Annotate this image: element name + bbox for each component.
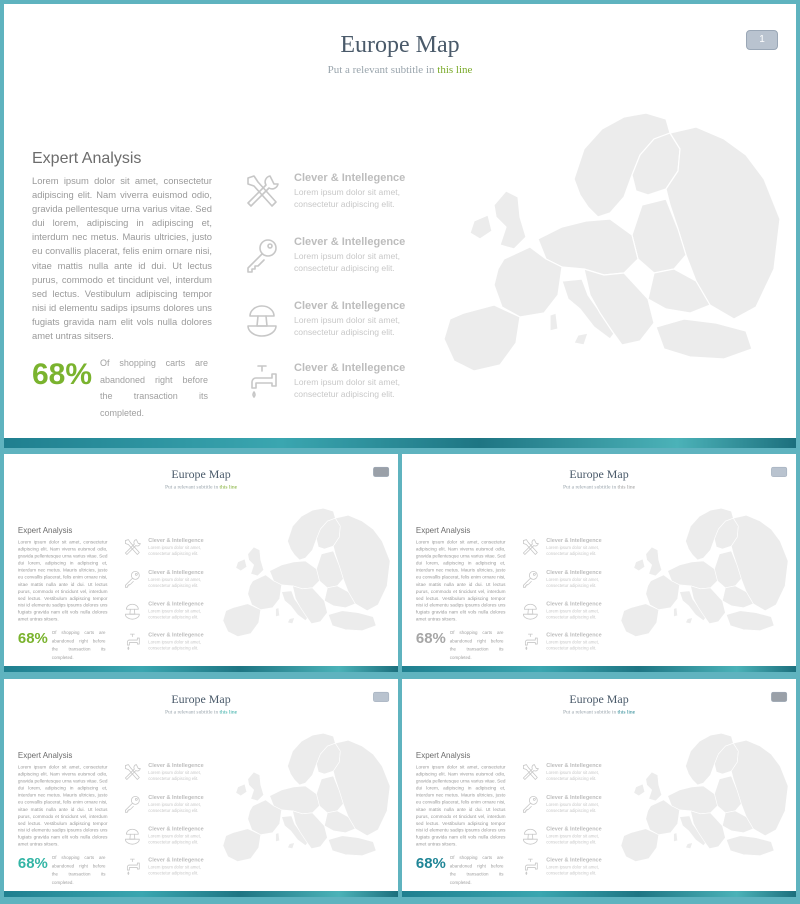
slide-subtitle — [402, 484, 796, 490]
feature-item — [242, 236, 422, 284]
feature-heading: Clever & Intellegence — [294, 362, 406, 374]
slide-title: Europe Map — [569, 467, 629, 481]
feature-heading: Clever & Intellegence — [148, 569, 204, 576]
feature-item — [520, 632, 610, 656]
feature-text: Lorem ipsum dolor sit amet, consectetur adipiscing elit. — [148, 770, 202, 781]
slide-title: Europe Map — [171, 467, 231, 481]
feature-text: Lorem ipsum dolor sit amet, consectetur adipiscing elit. — [148, 608, 202, 620]
mushroom-icon — [122, 826, 142, 846]
feature-heading: Clever & Intellegence — [294, 236, 406, 248]
key-icon — [242, 236, 282, 276]
page-number-badge[interactable]: 5 — [771, 692, 787, 702]
slide-title: Europe Map — [171, 692, 231, 706]
mushroom-icon — [520, 601, 540, 621]
faucet-icon — [242, 362, 282, 402]
feature-item — [122, 763, 212, 787]
key-icon — [520, 569, 540, 589]
europe-map — [218, 731, 392, 868]
subtitle-highlight: this line — [219, 483, 238, 490]
stat-description: Of shopping carts are abandoned right before the transaction its completed. — [449, 630, 504, 660]
feature-item — [520, 794, 610, 818]
feature-heading: Clever & Intellegence — [148, 857, 204, 864]
stat-description: Of shopping carts are abandoned right before the transaction its completed. — [100, 358, 208, 418]
feature-item — [122, 601, 212, 625]
slide-subtitle — [4, 484, 398, 490]
subtitle-text: Put a relevant subtitle in — [562, 483, 617, 490]
mushroom-icon — [242, 300, 282, 340]
feature-item — [242, 300, 422, 348]
slide-content — [4, 4, 796, 444]
europe-map — [616, 731, 790, 868]
stat-value: 68% — [17, 855, 48, 872]
feature-text: Lorem ipsum dolor sit amet, consectetur adipiscing elit. — [546, 770, 600, 781]
europe-map — [218, 506, 392, 643]
stat-description: Of shopping carts are abandoned right before the transaction its completed. — [51, 855, 106, 885]
feature-text: Lorem ipsum dolor sit amet, consectetur adipiscing elit. — [546, 864, 600, 876]
feature-heading: Clever & Intellegence — [546, 794, 602, 801]
page-number-badge[interactable]: 4 — [373, 692, 389, 702]
page-number-badge[interactable]: 1 — [746, 30, 778, 50]
slide-thumbnail-3[interactable] — [402, 454, 796, 672]
tools-icon — [520, 763, 540, 783]
slide-subtitle — [402, 709, 796, 715]
page-number-badge[interactable]: 3 — [771, 467, 787, 477]
feature-text: Lorem ipsum dolor sit amet, consectetur adipiscing elit. — [294, 315, 401, 337]
slide-bottom-band — [4, 666, 398, 672]
feature-heading: Clever & Intellegence — [546, 569, 602, 576]
body-text: Lorem ipsum dolor sit amet, consectetur adipiscing elit. Nam viverra euismod odio, gravida pellentesque urna varius vitae. Sed dui lorem, adipiscing in adipiscing et, interdum nec metus. Mauris ultricies, justo eu convallis placerat, felis enim ornare nisi, vitae mattis nulla ante id dui. Ut lectus purus, commodo et tincidunt vel, interdum sed lectus. Vestibulum adipiscing tempor nisi id elementu sadips ipsums dolores uns fugiats gravida nam elit vols nulla dolores amet untras sitsers. — [415, 764, 506, 847]
feature-text: Lorem ipsum dolor sit amet, consectetur adipiscing elit. — [148, 801, 202, 813]
stat-value: 68% — [415, 855, 446, 872]
feature-heading: Clever & Intellegence — [546, 857, 602, 864]
key-icon — [122, 794, 142, 814]
feature-item — [520, 826, 610, 850]
faucet-icon — [122, 857, 142, 877]
slide-bottom-band — [4, 438, 796, 448]
key-icon — [520, 794, 540, 814]
feature-heading: Clever & Intellegence — [148, 601, 204, 608]
subtitle-text: Put a relevant subtitle in — [327, 64, 435, 76]
feature-item — [520, 763, 610, 787]
body-text: Lorem ipsum dolor sit amet, consectetur adipiscing elit. Nam viverra euismod odio, gravida pellentesque urna varius vitae. Sed dui lorem, adipiscing in adipiscing et, interdum nec metus. Mauris ultricies, justo eu convallis placerat, felis enim ornare nisi, vitae mattis nulla ante id dui. Ut lectus purus, commodo et tincidunt vel, interdum sed lectus. Vestibulum adipiscing tempor nisi id elementu sadips ipsums dolores uns fugiats gravida nam elit vols nulla dolores amet untras sitsers. — [17, 539, 108, 622]
stat-description: Of shopping carts are abandoned right before the transaction its completed. — [51, 630, 106, 660]
mushroom-icon — [520, 826, 540, 846]
subtitle-highlight: this line — [617, 708, 636, 715]
feature-text: Lorem ipsum dolor sit amet, consectetur adipiscing elit. — [294, 377, 401, 399]
feature-text: Lorem ipsum dolor sit amet, consectetur adipiscing elit. — [148, 639, 202, 651]
subtitle-highlight: this line — [219, 708, 238, 715]
europe-map — [434, 109, 784, 384]
tools-icon — [242, 172, 282, 212]
slide-subtitle — [4, 709, 398, 715]
feature-text: Lorem ipsum dolor sit amet, consectetur adipiscing elit. — [546, 639, 600, 651]
feature-heading: Clever & Intellegence — [148, 826, 204, 833]
feature-heading: Clever & Intellegence — [546, 632, 602, 639]
body-text: Lorem ipsum dolor sit amet, consectetur adipiscing elit. Nam viverra euismod odio, gravida pellentesque urna varius vitae. Sed dui lorem, adipiscing in adipiscing et, interdum nec metus. Mauris ultricies, justo eu convallis placerat, felis enim ornare nisi, vitae mattis nulla ante id dui. Ut lectus purus, commodo et tincidunt vel, interdum sed lectus. Vestibulum adipiscing tempor nisi id elementu sadips ipsums dolores uns fugiats gravida nam elit vols nulla dolores amet untras sitsers. — [415, 539, 506, 622]
section-title: Expert Analysis — [17, 751, 73, 761]
feature-heading: Clever & Intellegence — [148, 794, 204, 801]
feature-item — [242, 362, 422, 410]
feature-heading: Clever & Intellegence — [294, 300, 406, 312]
slide-thumbnail-4[interactable] — [4, 679, 398, 897]
tools-icon — [122, 538, 142, 558]
subtitle-text: Put a relevant subtitle in — [562, 708, 617, 715]
subtitle-highlight: this line — [437, 64, 473, 76]
slide-bottom-band — [402, 666, 796, 672]
feature-heading: Clever & Intellegence — [546, 826, 602, 833]
feature-text: Lorem ipsum dolor sit amet, consectetur adipiscing elit. — [546, 545, 600, 556]
feature-heading: Clever & Intellegence — [148, 537, 204, 544]
faucet-icon — [122, 632, 142, 652]
feature-item — [242, 172, 422, 220]
slide-thumbnail-5[interactable] — [402, 679, 796, 897]
feature-text: Lorem ipsum dolor sit amet, consectetur adipiscing elit. — [148, 545, 202, 556]
body-text: Lorem ipsum dolor sit amet, consectetur adipiscing elit. Nam viverra euismod odio, gravida pellentesque urna varius vitae. Sed dui lorem, adipiscing in adipiscing et, interdum nec metus. Mauris ultricies, justo eu convallis placerat, felis enim ornare nisi, vitae mattis nulla ante id dui. Ut lectus purus, commodo et tincidunt vel, interdum sed lectus. Vestibulum adipiscing tempor nisi id elementu sadips ipsums dolores uns fugiats gravida nam elit vols nulla dolores amet untras sitsers. — [17, 764, 108, 847]
feature-item — [122, 538, 212, 562]
section-title: Expert Analysis — [17, 526, 73, 536]
feature-heading: Clever & Intellegence — [546, 762, 602, 769]
subtitle-text: Put a relevant subtitle in — [164, 483, 219, 490]
slide-content — [402, 454, 796, 672]
body-text: Lorem ipsum dolor sit amet, consectetur adipiscing elit. Nam viverra euismod odio, gravida pellentesque urna varius vitae. Sed dui lorem, adipiscing in adipiscing et, interdum nec metus. Mauris ultricies, justo eu convallis placerat, felis enim ornare nisi, vitae mattis nulla ante id dui. Ut lectus purus, commodo et tincidunt vel, interdum sed lectus. Vestibulum adipiscing tempor nisi id elementu sadips ipsums dolores uns fugiats gravida nam elit vols nulla dolores amet untras sitsers. — [32, 175, 212, 342]
slide-content — [4, 679, 398, 897]
slide-title: Europe Map — [340, 32, 460, 58]
europe-map — [616, 506, 790, 643]
feature-text: Lorem ipsum dolor sit amet, consectetur adipiscing elit. — [546, 833, 600, 845]
feature-item — [520, 601, 610, 625]
feature-text: Lorem ipsum dolor sit amet, consectetur adipiscing elit. — [546, 801, 600, 813]
stat-value: 68% — [17, 630, 48, 647]
slide-content — [402, 679, 796, 897]
mushroom-icon — [122, 601, 142, 621]
feature-item — [520, 538, 610, 562]
feature-item — [122, 794, 212, 818]
feature-text: Lorem ipsum dolor sit amet, consectetur adipiscing elit. — [546, 608, 600, 620]
feature-heading: Clever & Intellegence — [294, 172, 406, 184]
feature-heading: Clever & Intellegence — [148, 762, 204, 769]
slide-bottom-band — [4, 891, 398, 897]
feature-text: Lorem ipsum dolor sit amet, consectetur adipiscing elit. — [148, 833, 202, 845]
stat-value: 68% — [415, 630, 446, 647]
faucet-icon — [520, 632, 540, 652]
section-title: Expert Analysis — [415, 751, 471, 761]
feature-text: Lorem ipsum dolor sit amet, consectetur adipiscing elit. — [294, 187, 401, 209]
feature-item — [122, 826, 212, 850]
section-title: Expert Analysis — [415, 526, 471, 536]
stat-description: Of shopping carts are abandoned right before the transaction its completed. — [449, 855, 504, 885]
feature-text: Lorem ipsum dolor sit amet, consectetur adipiscing elit. — [148, 576, 202, 588]
slide-content — [4, 454, 398, 672]
slide-main[interactable] — [4, 4, 796, 448]
slide-subtitle — [4, 64, 796, 76]
subtitle-highlight: this line — [617, 483, 636, 490]
tools-icon — [122, 763, 142, 783]
slide-title: Europe Map — [569, 692, 629, 706]
stat-value: 68% — [32, 358, 93, 391]
faucet-icon — [520, 857, 540, 877]
feature-item — [122, 632, 212, 656]
feature-heading: Clever & Intellegence — [546, 537, 602, 544]
slide-bottom-band — [402, 891, 796, 897]
key-icon — [122, 569, 142, 589]
feature-item — [122, 857, 212, 881]
feature-text: Lorem ipsum dolor sit amet, consectetur adipiscing elit. — [294, 251, 401, 273]
feature-heading: Clever & Intellegence — [546, 601, 602, 608]
slide-thumbnail-2[interactable] — [4, 454, 398, 672]
section-title: Expert Analysis — [32, 150, 142, 167]
feature-heading: Clever & Intellegence — [148, 632, 204, 639]
subtitle-text: Put a relevant subtitle in — [164, 708, 219, 715]
feature-text: Lorem ipsum dolor sit amet, consectetur adipiscing elit. — [148, 864, 202, 876]
tools-icon — [520, 538, 540, 558]
feature-item — [122, 569, 212, 593]
feature-text: Lorem ipsum dolor sit amet, consectetur adipiscing elit. — [546, 576, 600, 588]
page-number-badge[interactable]: 2 — [373, 467, 389, 477]
feature-item — [520, 569, 610, 593]
feature-item — [520, 857, 610, 881]
